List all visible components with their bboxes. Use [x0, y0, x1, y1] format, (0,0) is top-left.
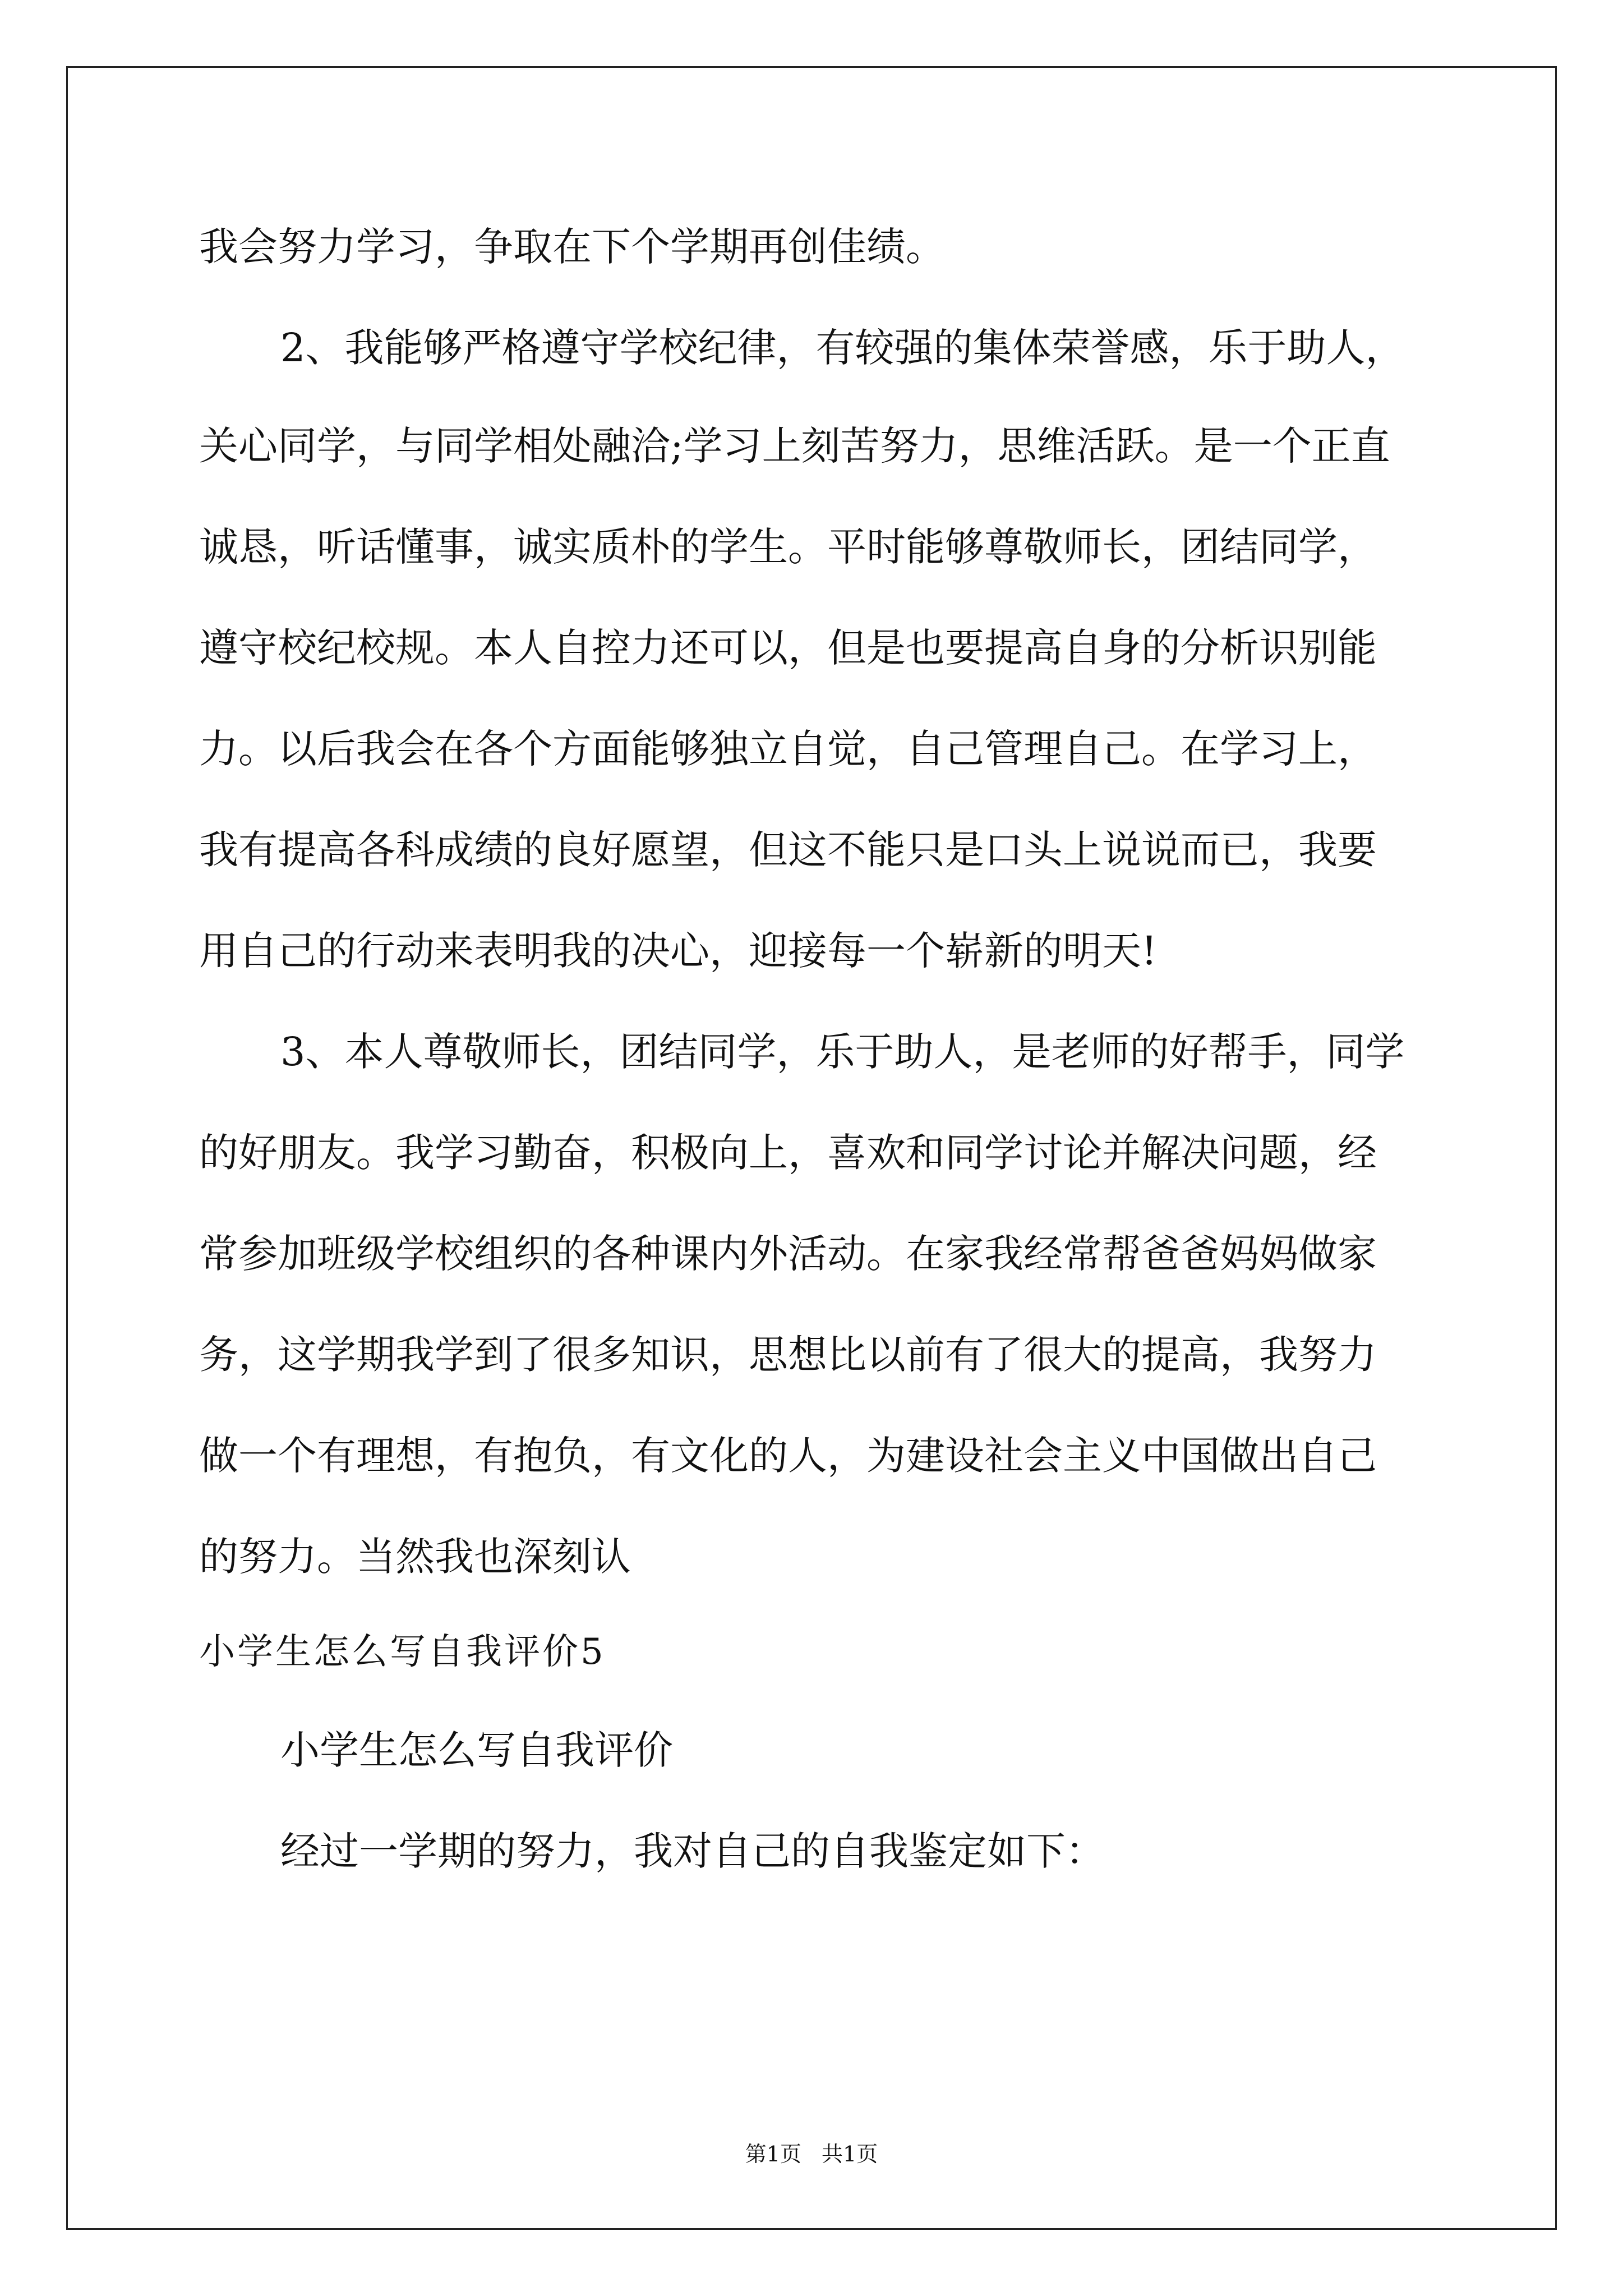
- text-line: 我有提高各科成绩的良好愿望，但这不能只是口头上说说而已，我要: [199, 827, 1377, 873]
- text-line: 3、本人尊敬师长，团结同学，乐于助人，是老师的好帮手，同学: [280, 1029, 1405, 1075]
- text-line: 常参加班级学校组织的各种课内外活动。在家我经常帮爸爸妈妈做家: [199, 1231, 1377, 1277]
- text-line: 关心同学，与同学相处融洽;学习上刻苦努力，思维活跃。是一个正直: [199, 423, 1390, 469]
- page-footer: [0, 2140, 1623, 2168]
- text-line: 我会努力学习，争取在下个学期再创佳绩。: [199, 224, 945, 270]
- text-line: 用自己的行动来表明我的决心，迎接每一个崭新的明天!: [199, 928, 1158, 974]
- text-line: 做一个有理想，有抱负，有文化的人，为建设社会主义中国做出自己: [199, 1433, 1377, 1479]
- text-line: 务，这学期我学到了很多知识，思想比以前有了很大的提高，我努力: [199, 1332, 1377, 1378]
- text-line: 2、我能够严格遵守学校纪律，有较强的集体荣誉感，乐于助人，: [280, 325, 1405, 371]
- text-line: 的努力。当然我也深刻认: [199, 1534, 631, 1580]
- text-line: 遵守校纪校规。本人自控力还可以，但是也要提高自身的分析识别能: [199, 625, 1377, 671]
- page-total: 共1页: [822, 2142, 878, 2166]
- section-heading: 小学生怎么写自我评价5: [199, 1631, 606, 1673]
- text-line: 力。以后我会在各个方面能够独立自觉，自己管理自己。在学习上，: [199, 726, 1377, 772]
- text-line: 诚恳，听话懂事，诚实质朴的学生。平时能够尊敬师长，团结同学，: [199, 524, 1377, 570]
- text-line: 的好朋友。我学习勤奋，积极向上，喜欢和同学讨论并解决问题，经: [199, 1130, 1377, 1176]
- page-number: 第1页: [745, 2142, 801, 2166]
- text-line: 小学生怎么写自我评价: [280, 1727, 673, 1773]
- text-line: 经过一学期的努力，我对自己的自我鉴定如下：: [280, 1828, 1105, 1874]
